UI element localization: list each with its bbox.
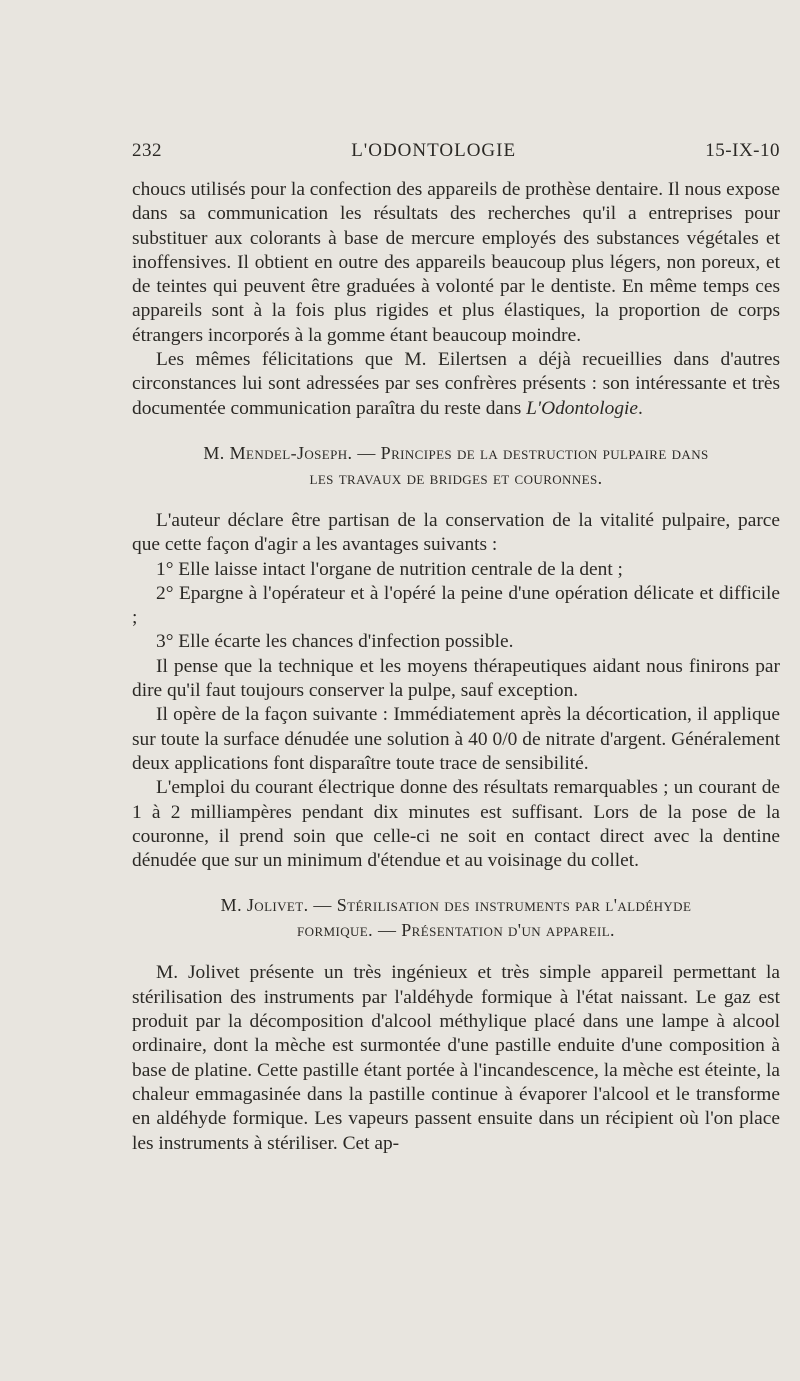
list-item-3: 3° Elle écarte les chances d'infection possible. (156, 631, 514, 653)
body-text (132, 178, 780, 1156)
heading-2-line-1: M. Jolivet. — Stérilisation des instruments par l'aldéhyde (220, 895, 692, 916)
list-item-1: 1° Elle laisse intact l'organe de nutrition centrale de la dent ; (156, 558, 623, 580)
section-heading-jolivet (132, 893, 780, 943)
paragraph-3: L'auteur déclare être partisan de la conservation de la vitalité pulpaire, parce que cette façon d'agir a les avantages suivants : (132, 509, 780, 556)
list-item-2: 2° Epargne à l'opérateur et à l'opéré la peine d'une opération délicate et difficile ; (132, 582, 780, 629)
journal-title: L'ODONTOLOGIE (351, 140, 517, 161)
issue-date: 15-IX-10 (705, 140, 780, 161)
page-number: 232 (132, 140, 162, 161)
paragraph-5: Il opère de la façon suivante : Immédiatement après la décortication, il applique sur toute la surface dénudée une solution à 40 0/0 de nitrate d'argent. Généralement deux applications font disparaître toute trace de sensibilité. (132, 704, 780, 774)
running-header (132, 140, 780, 162)
paragraph-4: Il pense que la technique et les moyens thérapeutiques aidant nous finirons par dire qu'il faut toujours conserver la pulpe, sauf exception. (132, 655, 780, 702)
heading-1-line-2: les travaux de bridges et couronnes. (309, 467, 603, 488)
paragraph-2-end: . (638, 397, 643, 419)
paragraph-2-text: Les mêmes félicitations que M. Eilertsen a déjà recueillies dans d'autres circonstances lui sont adressées par ses confrères présents : son intéressante et très documentée communication paraîtra du reste dans (132, 349, 780, 419)
journal-name-italic: L'Odontologie (526, 397, 639, 419)
heading-1-line-1: M. Mendel-Joseph. — Principes de la destruction pulpaire dans (203, 442, 709, 463)
section-heading-mendel-joseph (132, 441, 780, 491)
heading-2-line-2: formique. — Présentation d'un appareil. (297, 920, 615, 941)
paragraph-6: L'emploi du courant électrique donne des résultats remarquables ; un courant de 1 à 2 milliampères pendant dix minutes est suffisant. Lors de la pose de la couronne, il prend soin que celle-ci ne soit en contact direct avec la dentine dénudée que sur un minimum d'étendue et au voisinage du collet. (132, 777, 780, 872)
paragraph-7: M. Jolivet présente un très ingénieux et très simple appareil permettant la stérilisation des instruments par l'aldéhyde formique à l'état naissant. Le gaz est produit par la décomposition d'alcool méthylique placé dans une lampe à alcool ordinaire, dont la mèche est surmontée d'une pastille enduite d'une composition à base de platine. Cette pastille étant portée à l'incandescence, la mèche est éteinte, la chaleur emmagasinée dans la pastille continue à évaporer l'alcool et le transforme en aldéhyde formique. Les vapeurs passent ensuite dans un récipient où l'on place les instruments à stériliser. Cet ap- (132, 962, 780, 1154)
paragraph-2 (132, 348, 780, 421)
paragraph-1: choucs utilisés pour la confection des appareils de prothèse dentaire. Il nous expose dans sa communication les résultats des recherches qu'il a entreprises pour substituer aux colorants à base de mercure employés des substances végétales et inoffensives. Il obtient en outre des appareils beaucoup plus légers, non poreux, et de teintes qui peuvent être graduées à volonté par le dentiste. En même temps ces appareils sont à la fois plus rigides et plus élastiques, la proportion de corps étrangers incorporés à la gomme étant beaucoup moindre. (132, 179, 780, 346)
